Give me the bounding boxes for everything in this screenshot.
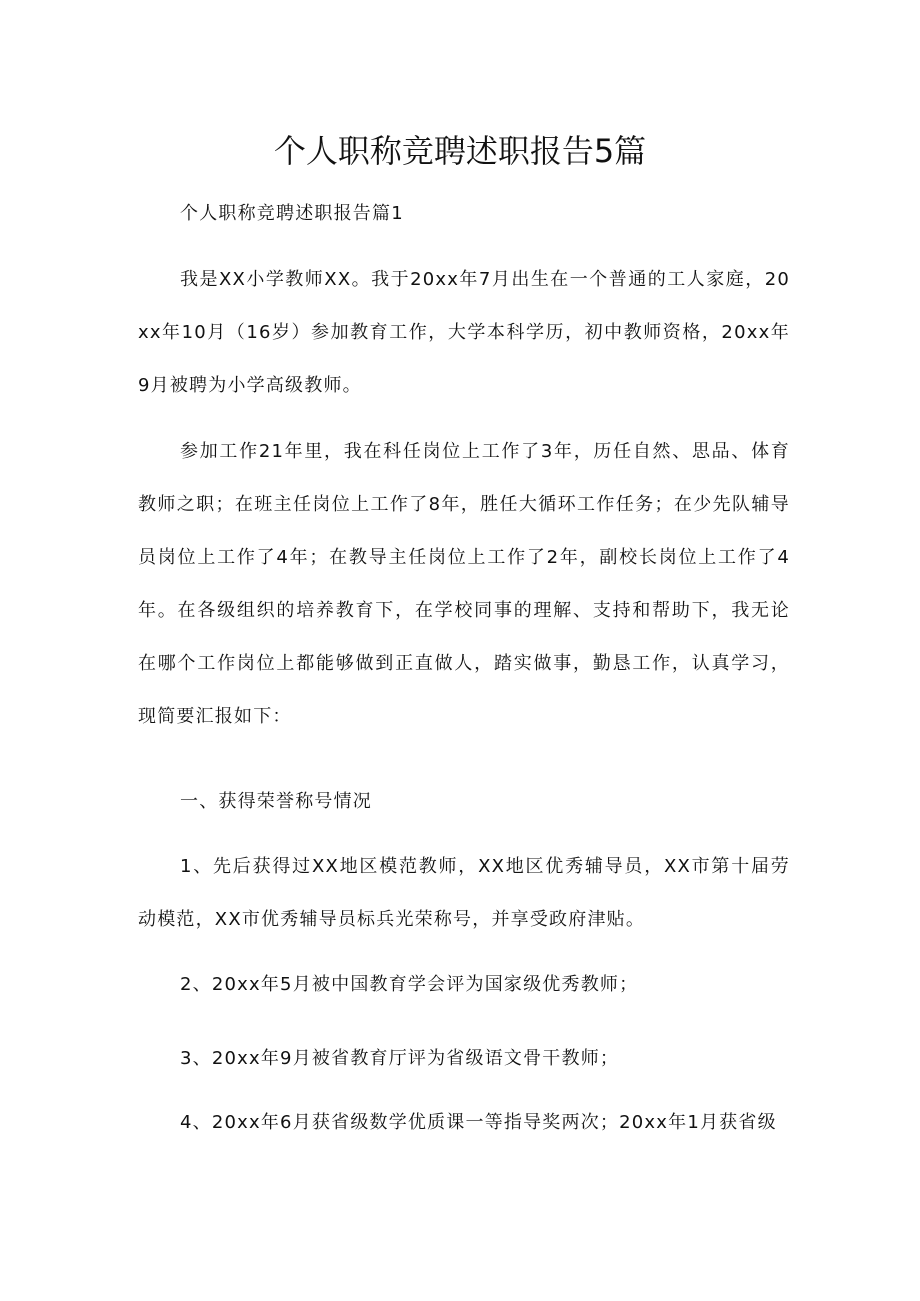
- paragraph-career: 参加工作21年里，我在科任岗位上工作了3年，历任自然、思品、体育教师之职；在班主任岗位上工作了8年，胜任大循环工作任务；在少先队辅导员岗位上工作了4年；在教导主任岗位上工作了2年，副校长岗位上工作了4年。在各级组织的培养教育下，在学校同事的理解、支持和帮助下，我无论在哪个工作岗位上都能够做到正直做人，踏实做事，勤恳工作，认真学习，现简要汇报如下：: [138, 441, 790, 727]
- document-title: 个人职称竞聘述职报告5篇: [273, 132, 647, 170]
- paragraph-honor-4: 4、20xx年6月获省级数学优质课一等指导奖两次；20xx年1月获省级: [180, 1112, 777, 1133]
- paragraph-honor-3: 3、20xx年9月被省教育厅评为省级语文骨干教师；: [180, 1048, 620, 1069]
- paragraph-intro: 我是XX小学教师XX。我于20xx年7月出生在一个普通的工人家庭，20xx年10月（16岁）参加教育工作，大学本科学历，初中教师资格，20xx年9月被聘为小学高级教师。: [138, 269, 790, 396]
- paragraph-honor-2: 2、20xx年5月被中国教育学会评为国家级优秀教师；: [180, 974, 639, 995]
- paragraph-honor-1: 1、先后获得过XX地区模范教师，XX地区优秀辅导员，XX市第十届劳动模范，XX市优秀辅导员标兵光荣称号，并享受政府津贴。: [138, 856, 790, 930]
- paragraph-honors-heading: 一、获得荣誉称号情况: [180, 791, 372, 812]
- section-heading: 个人职称竞聘述职报告篇1: [180, 203, 404, 224]
